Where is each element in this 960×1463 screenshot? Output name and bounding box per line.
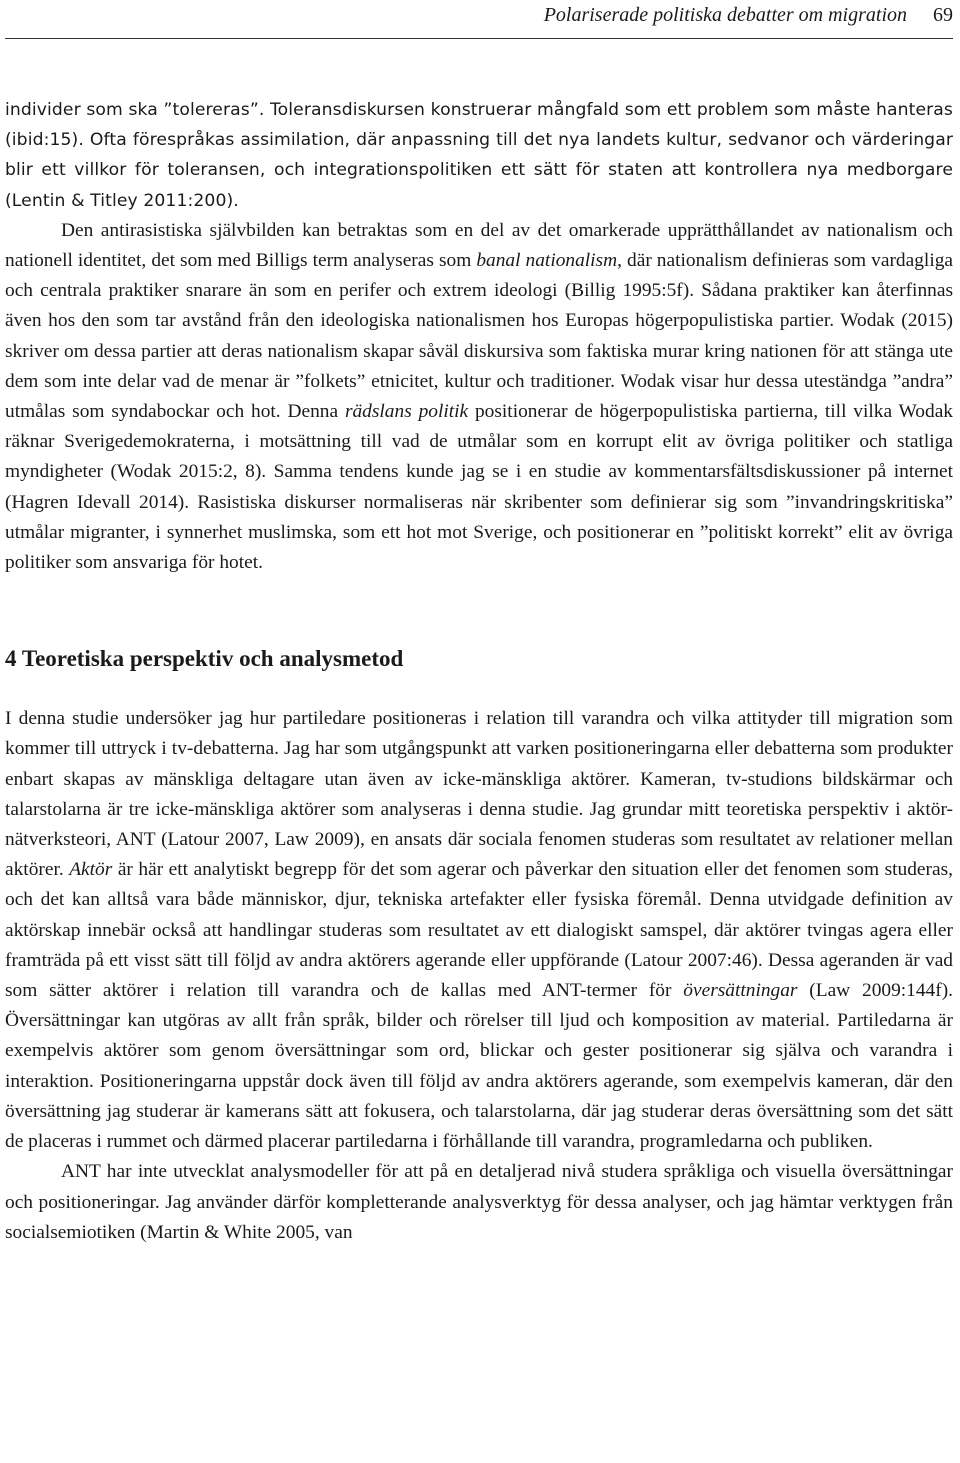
running-title: Polariserade politiska debatter om migration <box>543 4 907 26</box>
paragraph-antiracism <box>5 216 953 578</box>
document-page <box>5 0 953 1248</box>
term-banal-nationalism: banal nationalism <box>476 250 618 272</box>
term-oversattningar: översättningar <box>683 980 798 1002</box>
previous-section-text <box>5 95 953 578</box>
section-heading: 4 Teoretiska perspektiv och analysmetod <box>5 646 404 672</box>
running-header <box>5 4 953 39</box>
term-radslans-politik: rädslans politik <box>344 401 469 423</box>
text-run: positionerar de högerpopulistiska partierna, till vilka Wodak räknar Sverigedemokraterna, i motsättning till vad de utmålar som en korrupt elit av övriga politiker och statliga myndigheter (Wodak 2015:2, 8). Samma tendens kunde jag se i en studie av kommentarsfältsdiskussioner på internet (Hagren Idevall 2014). Rasistiska diskurser normaliseras när skribenter som definierar sig som ”invandringskritiska” utmålar migranter, i synnerhet muslimska, som ett hot mot Sverige, och positionerar en ”politiskt korrekt” elit av övriga politiker som ansvariga för hotet. <box>5 401 954 574</box>
section-4-text <box>5 704 953 1248</box>
text-run: är här ett analytiskt begrepp för det som agerar och påverkar den situation eller det fenomen som studeras, och det kan alltså vara både människor, djur, tekniska artefakter eller fysiska föremål. Denna utvidgade definition av aktörskap innebär också att handlingar studeras som resultatet av ett dialogiskt samspel, där aktörer tvingas agera eller framträda på ett visst sätt till följd av andra aktörers agerande eller uppförande (Latour 2007:46). Dessa ageranden är vad som sätter aktörer i relation till varandra och de kallas med ANT-termer för <box>5 859 953 1002</box>
text-run: , där nationalism definieras som vardagliga och centrala praktiker snarare än som en perifer och extrem ideologi (Billig 1995:5f). Sådana praktiker kan återfinnas även hos den som tar avstånd från den ideologiska nationalismen hos Europas högerpopulistiska partier. Wodak (2015) skriver om dessa partier att deras nationalism skapar såväl diskursiva som faktiska murar kring nationen för att stänga ute dem som inte delar vad de menar är ”folkets” etnicitet, kultur och traditioner. Wodak visar hur dessa uteständga ”andra” utmålas som syndabockar och hot. Denna <box>5 250 954 423</box>
paragraph-ant-methods: ANT har inte utvecklat analysmodeller för att på en detaljerad nivå studera språkliga och visuella översättningar och positioneringar. Jag använder därför kompletterande analysverktyg för dessa analyser, och jag hämtar verktygen från socialsemiotiken (Martin & White 2005, van <box>5 1161 953 1243</box>
paragraph-ant-intro <box>5 704 953 1157</box>
paragraph-tolerance: individer som ska ”tolereras”. Toleransdiskursen konstruerar mångfald som ett problem som måste hanteras (ibid:15). Ofta förespråkas assimilation, där anpassning till det nya landets kultur, sedvanor och värderingar blir ett villkor för toleransen, och integrationspolitiken ett sätt för staten att kontrollera nya medborgare (Lentin & Titley 2011:200). <box>5 100 953 211</box>
text-run: I denna studie undersöker jag hur partiledare positioneras i relation till varandra och vilka attityder till migration som kommer till uttryck i tv-debatterna. Jag har som utgångspunkt att varken positioneringarna eller debatterna som produkter enbart skapas av mänskliga deltagare utan även av icke-mänskliga aktörer. Kameran, tv-studions bildskärmar och talarstolarna är tre icke-mänskliga aktörer som analyseras i denna studie. Jag grundar mitt teoretiska perspektiv i aktör-nätverksteori, ANT (Latour 2007, Law 2009), en ansats där sociala fenomen studeras som resultatet av relationer mellan aktörer. <box>5 708 953 881</box>
text-run: Den antirasistiska självbilden kan betraktas som en del av det omarkerade upprätthållandet av nationalism och nationell identitet, det som med Billigs term analyseras som <box>5 219 953 272</box>
term-aktor: Aktör <box>69 859 113 881</box>
page-number: 69 <box>933 4 953 26</box>
text-run: (Law 2009:144f). Översättningar kan utgöras av allt från språk, bilder och rörelser till ljud och komposition av material. Partiledarna är exempelvis aktörer som genom översättningar som ord, blickar och gester positionerar sig själva och varandra i interaktion. Positioneringarna uppstår dock även till följd av andra aktörers agerande, som exempelvis kameran, där den översättning jag studerar är kamerans sätt att fokusera, och talarstolarna, där jag studerar deras översättning som det sätt de placeras i rummet och därmed placerar partiledarna i förhållande till varandra, programledarna och publiken. <box>5 980 954 1153</box>
